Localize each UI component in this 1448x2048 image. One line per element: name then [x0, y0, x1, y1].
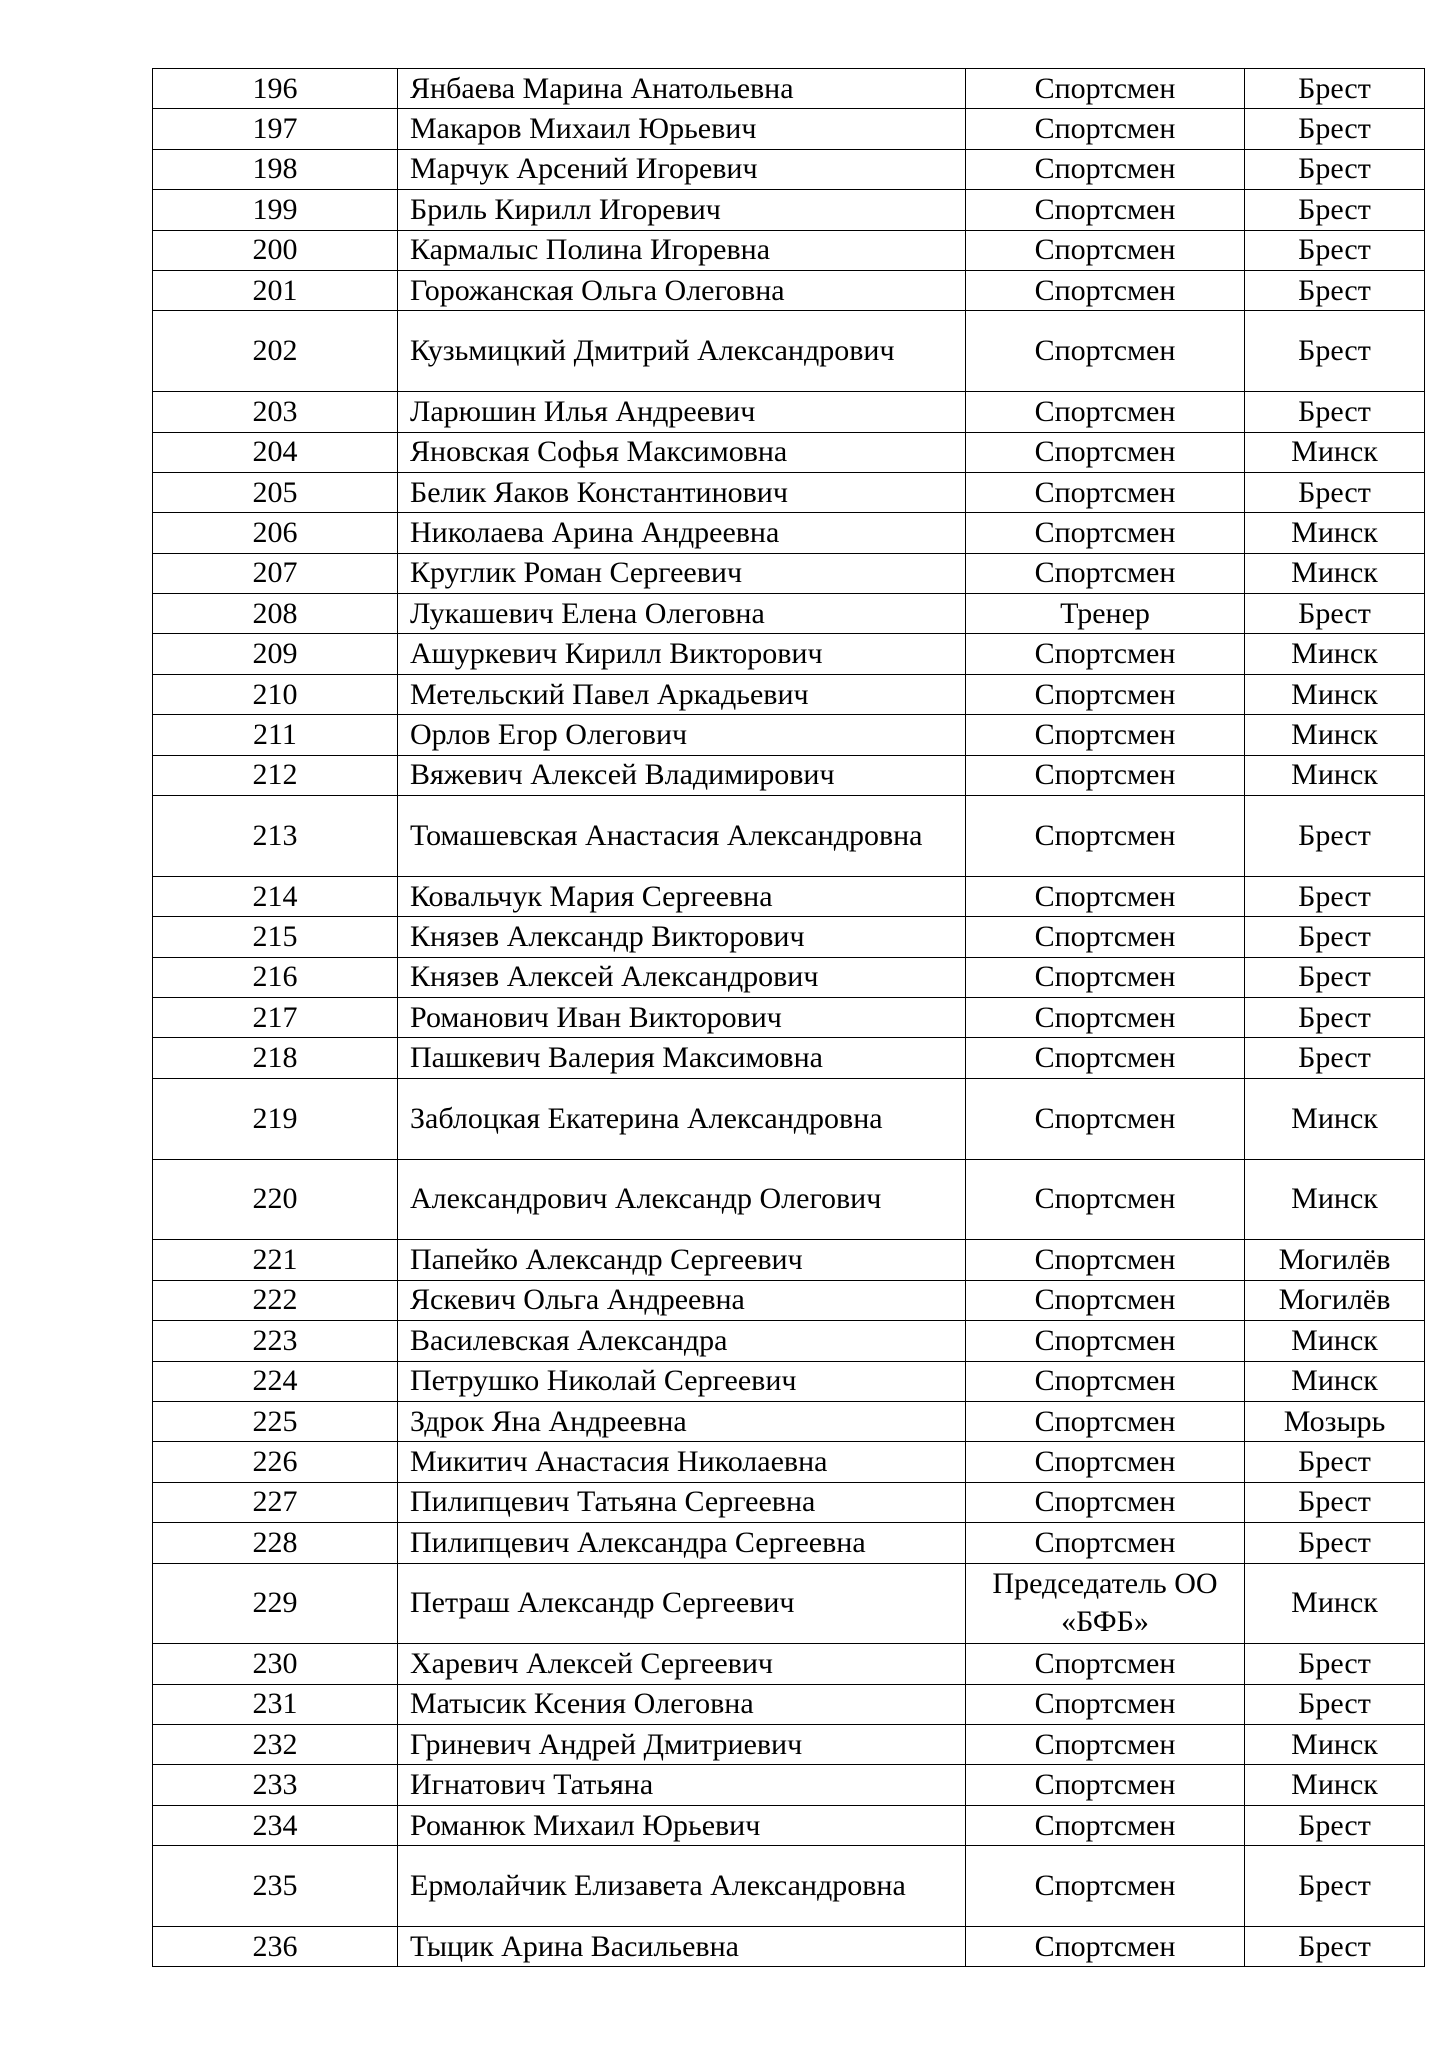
row-number-cell: 227	[153, 1482, 398, 1522]
row-number-cell: 231	[153, 1684, 398, 1724]
role-cell: Спортсмен	[966, 634, 1245, 674]
row-number-cell: 233	[153, 1765, 398, 1805]
role-cell: Спортсмен	[966, 1523, 1245, 1563]
role-cell: Спортсмен	[966, 1038, 1245, 1078]
full-name-cell: Кармалыс Полина Игоревна	[398, 230, 966, 270]
full-name-cell: Яскевич Ольга Андреевна	[398, 1280, 966, 1320]
city-cell: Брест	[1245, 1644, 1425, 1684]
city-cell: Брест	[1245, 1038, 1425, 1078]
row-number-cell: 202	[153, 311, 398, 392]
city-cell: Брест	[1245, 69, 1425, 109]
table-row	[153, 1482, 1425, 1522]
role-cell: Спортсмен	[966, 432, 1245, 472]
city-cell: Могилёв	[1245, 1240, 1425, 1280]
table-row	[153, 109, 1425, 149]
table-row	[153, 1078, 1425, 1159]
city-cell: Брест	[1245, 1805, 1425, 1845]
full-name-cell: Пилипцевич Александра Сергеевна	[398, 1523, 966, 1563]
role-cell: Спортсмен	[966, 311, 1245, 392]
table-row	[153, 553, 1425, 593]
full-name-cell: Янбаева Марина Анатольевна	[398, 69, 966, 109]
full-name-cell: Вяжевич Алексей Владимирович	[398, 755, 966, 795]
table-row	[153, 190, 1425, 230]
city-cell: Брест	[1245, 917, 1425, 957]
table-row	[153, 472, 1425, 512]
full-name-cell: Томашевская Анастасия Александровна	[398, 796, 966, 877]
table-row	[153, 634, 1425, 674]
full-name-cell: Петраш Александр Сергеевич	[398, 1563, 966, 1644]
row-number-cell: 230	[153, 1644, 398, 1684]
role-cell: Спортсмен	[966, 513, 1245, 553]
city-cell: Брест	[1245, 1442, 1425, 1482]
full-name-cell: Заблоцкая Екатерина Александровна	[398, 1078, 966, 1159]
role-cell: Спортсмен	[966, 755, 1245, 795]
row-number-cell: 209	[153, 634, 398, 674]
full-name-cell: Князев Александр Викторович	[398, 917, 966, 957]
row-number-cell: 207	[153, 553, 398, 593]
full-name-cell: Князев Алексей Александрович	[398, 957, 966, 997]
city-cell: Минск	[1245, 432, 1425, 472]
row-number-cell: 217	[153, 998, 398, 1038]
full-name-cell: Круглик Роман Сергеевич	[398, 553, 966, 593]
full-name-cell: Белик Яаков Константинович	[398, 472, 966, 512]
city-cell: Брест	[1245, 957, 1425, 997]
role-cell: Спортсмен	[966, 1684, 1245, 1724]
row-number-cell: 222	[153, 1280, 398, 1320]
row-number-cell: 200	[153, 230, 398, 270]
table-row	[153, 1038, 1425, 1078]
full-name-cell: Матысик Ксения Олеговна	[398, 1684, 966, 1724]
full-name-cell: Метельский Павел Аркадьевич	[398, 674, 966, 714]
city-cell: Брест	[1245, 1684, 1425, 1724]
city-cell: Минск	[1245, 715, 1425, 755]
full-name-cell: Василевская Александра	[398, 1321, 966, 1361]
full-name-cell: Лукашевич Елена Олеговна	[398, 594, 966, 634]
table-row	[153, 513, 1425, 553]
table-row	[153, 917, 1425, 957]
full-name-cell: Макаров Михаил Юрьевич	[398, 109, 966, 149]
row-number-cell: 203	[153, 392, 398, 432]
table-body	[153, 69, 1425, 1967]
role-cell: Спортсмен	[966, 1401, 1245, 1441]
table-row	[153, 270, 1425, 310]
city-cell: Брест	[1245, 230, 1425, 270]
role-cell: Спортсмен	[966, 796, 1245, 877]
table-row	[153, 1523, 1425, 1563]
table-row	[153, 1725, 1425, 1765]
table-row	[153, 1321, 1425, 1361]
role-cell: Спортсмен	[966, 957, 1245, 997]
city-cell: Брест	[1245, 149, 1425, 189]
full-name-cell: Горожанская Ольга Олеговна	[398, 270, 966, 310]
full-name-cell: Бриль Кирилл Игоревич	[398, 190, 966, 230]
role-cell: Спортсмен	[966, 998, 1245, 1038]
role-cell: Спортсмен	[966, 1805, 1245, 1845]
role-cell: Спортсмен	[966, 1361, 1245, 1401]
table-row	[153, 1159, 1425, 1240]
table-row	[153, 69, 1425, 109]
row-number-cell: 201	[153, 270, 398, 310]
city-cell: Брест	[1245, 796, 1425, 877]
table-row	[153, 149, 1425, 189]
role-cell: Председатель ОО «БФБ»	[966, 1563, 1245, 1644]
role-cell: Спортсмен	[966, 472, 1245, 512]
row-number-cell: 235	[153, 1846, 398, 1927]
role-cell: Спортсмен	[966, 190, 1245, 230]
full-name-cell: Микитич Анастасия Николаевна	[398, 1442, 966, 1482]
role-cell: Спортсмен	[966, 149, 1245, 189]
role-cell: Спортсмен	[966, 553, 1245, 593]
row-number-cell: 215	[153, 917, 398, 957]
role-cell: Спортсмен	[966, 1725, 1245, 1765]
city-cell: Брест	[1245, 594, 1425, 634]
city-cell: Минск	[1245, 674, 1425, 714]
full-name-cell: Пилипцевич Татьяна Сергеевна	[398, 1482, 966, 1522]
table-row	[153, 755, 1425, 795]
full-name-cell: Игнатович Татьяна	[398, 1765, 966, 1805]
full-name-cell: Александрович Александр Олегович	[398, 1159, 966, 1240]
row-number-cell: 205	[153, 472, 398, 512]
full-name-cell: Яновская Софья Максимовна	[398, 432, 966, 472]
full-name-cell: Харевич Алексей Сергеевич	[398, 1644, 966, 1684]
table-row	[153, 1684, 1425, 1724]
full-name-cell: Николаева Арина Андреевна	[398, 513, 966, 553]
role-cell: Спортсмен	[966, 674, 1245, 714]
city-cell: Брест	[1245, 311, 1425, 392]
row-number-cell: 232	[153, 1725, 398, 1765]
row-number-cell: 218	[153, 1038, 398, 1078]
row-number-cell: 228	[153, 1523, 398, 1563]
table-row	[153, 1846, 1425, 1927]
row-number-cell: 225	[153, 1401, 398, 1441]
table-row	[153, 1442, 1425, 1482]
role-cell: Спортсмен	[966, 109, 1245, 149]
full-name-cell: Пашкевич Валерия Максимовна	[398, 1038, 966, 1078]
city-cell: Мозырь	[1245, 1401, 1425, 1441]
table-row	[153, 674, 1425, 714]
table-row	[153, 876, 1425, 916]
city-cell: Брест	[1245, 998, 1425, 1038]
full-name-cell: Ковальчук Мария Сергеевна	[398, 876, 966, 916]
table-row	[153, 957, 1425, 997]
city-cell: Минск	[1245, 1361, 1425, 1401]
table-row	[153, 1361, 1425, 1401]
table-row	[153, 1280, 1425, 1320]
full-name-cell: Кузьмицкий Дмитрий Александрович	[398, 311, 966, 392]
table-row	[153, 1240, 1425, 1280]
full-name-cell: Ларюшин Илья Андреевич	[398, 392, 966, 432]
full-name-cell: Здрок Яна Андреевна	[398, 1401, 966, 1441]
row-number-cell: 208	[153, 594, 398, 634]
role-cell: Спортсмен	[966, 1321, 1245, 1361]
city-cell: Минск	[1245, 1563, 1425, 1644]
role-cell: Спортсмен	[966, 1927, 1245, 1967]
table-row	[153, 230, 1425, 270]
table-row	[153, 392, 1425, 432]
city-cell: Брест	[1245, 472, 1425, 512]
role-cell: Спортсмен	[966, 876, 1245, 916]
row-number-cell: 206	[153, 513, 398, 553]
row-number-cell: 216	[153, 957, 398, 997]
city-cell: Могилёв	[1245, 1280, 1425, 1320]
row-number-cell: 213	[153, 796, 398, 877]
table-row	[153, 1644, 1425, 1684]
role-cell: Спортсмен	[966, 69, 1245, 109]
row-number-cell: 236	[153, 1927, 398, 1967]
city-cell: Брест	[1245, 1523, 1425, 1563]
full-name-cell: Романюк Михаил Юрьевич	[398, 1805, 966, 1845]
role-cell: Спортсмен	[966, 1644, 1245, 1684]
role-cell: Спортсмен	[966, 392, 1245, 432]
table-row	[153, 594, 1425, 634]
full-name-cell: Папейко Александр Сергеевич	[398, 1240, 966, 1280]
city-cell: Минск	[1245, 1159, 1425, 1240]
role-cell: Спортсмен	[966, 1482, 1245, 1522]
row-number-cell: 224	[153, 1361, 398, 1401]
row-number-cell: 198	[153, 149, 398, 189]
role-cell: Тренер	[966, 594, 1245, 634]
row-number-cell: 219	[153, 1078, 398, 1159]
full-name-cell: Петрушко Николай Сергеевич	[398, 1361, 966, 1401]
table-row	[153, 1927, 1425, 1967]
row-number-cell: 210	[153, 674, 398, 714]
city-cell: Брест	[1245, 270, 1425, 310]
city-cell: Минск	[1245, 553, 1425, 593]
row-number-cell: 211	[153, 715, 398, 755]
full-name-cell: Романович Иван Викторович	[398, 998, 966, 1038]
city-cell: Минск	[1245, 1078, 1425, 1159]
city-cell: Брест	[1245, 1927, 1425, 1967]
table-row	[153, 998, 1425, 1038]
table-row	[153, 1805, 1425, 1845]
row-number-cell: 234	[153, 1805, 398, 1845]
role-cell: Спортсмен	[966, 715, 1245, 755]
city-cell: Брест	[1245, 876, 1425, 916]
role-cell: Спортсмен	[966, 917, 1245, 957]
full-name-cell: Ермолайчик Елизавета Александровна	[398, 1846, 966, 1927]
row-number-cell: 196	[153, 69, 398, 109]
table-row	[153, 715, 1425, 755]
row-number-cell: 197	[153, 109, 398, 149]
city-cell: Брест	[1245, 1846, 1425, 1927]
city-cell: Минск	[1245, 1725, 1425, 1765]
table-row	[153, 1563, 1425, 1644]
city-cell: Брест	[1245, 109, 1425, 149]
city-cell: Брест	[1245, 1482, 1425, 1522]
role-cell: Спортсмен	[966, 1442, 1245, 1482]
row-number-cell: 220	[153, 1159, 398, 1240]
role-cell: Спортсмен	[966, 1159, 1245, 1240]
row-number-cell: 199	[153, 190, 398, 230]
city-cell: Минск	[1245, 634, 1425, 674]
table-row	[153, 796, 1425, 877]
full-name-cell: Марчук Арсений Игоревич	[398, 149, 966, 189]
full-name-cell: Тыцик Арина Васильевна	[398, 1927, 966, 1967]
city-cell: Минск	[1245, 513, 1425, 553]
table-row	[153, 432, 1425, 472]
row-number-cell: 223	[153, 1321, 398, 1361]
full-name-cell: Гриневич Андрей Дмитриевич	[398, 1725, 966, 1765]
role-cell: Спортсмен	[966, 1280, 1245, 1320]
row-number-cell: 214	[153, 876, 398, 916]
role-cell: Спортсмен	[966, 1765, 1245, 1805]
city-cell: Минск	[1245, 1765, 1425, 1805]
role-cell: Спортсмен	[966, 1846, 1245, 1927]
row-number-cell: 204	[153, 432, 398, 472]
full-name-cell: Ашуркевич Кирилл Викторович	[398, 634, 966, 674]
table-row	[153, 1401, 1425, 1441]
city-cell: Брест	[1245, 190, 1425, 230]
city-cell: Брест	[1245, 392, 1425, 432]
role-cell: Спортсмен	[966, 1240, 1245, 1280]
full-name-cell: Орлов Егор Олегович	[398, 715, 966, 755]
table-row	[153, 1765, 1425, 1805]
row-number-cell: 221	[153, 1240, 398, 1280]
row-number-cell: 212	[153, 755, 398, 795]
row-number-cell: 226	[153, 1442, 398, 1482]
role-cell: Спортсмен	[966, 270, 1245, 310]
city-cell: Минск	[1245, 755, 1425, 795]
role-cell: Спортсмен	[966, 1078, 1245, 1159]
table-row	[153, 311, 1425, 392]
participants-table	[152, 68, 1425, 1967]
city-cell: Минск	[1245, 1321, 1425, 1361]
row-number-cell: 229	[153, 1563, 398, 1644]
role-cell: Спортсмен	[966, 230, 1245, 270]
